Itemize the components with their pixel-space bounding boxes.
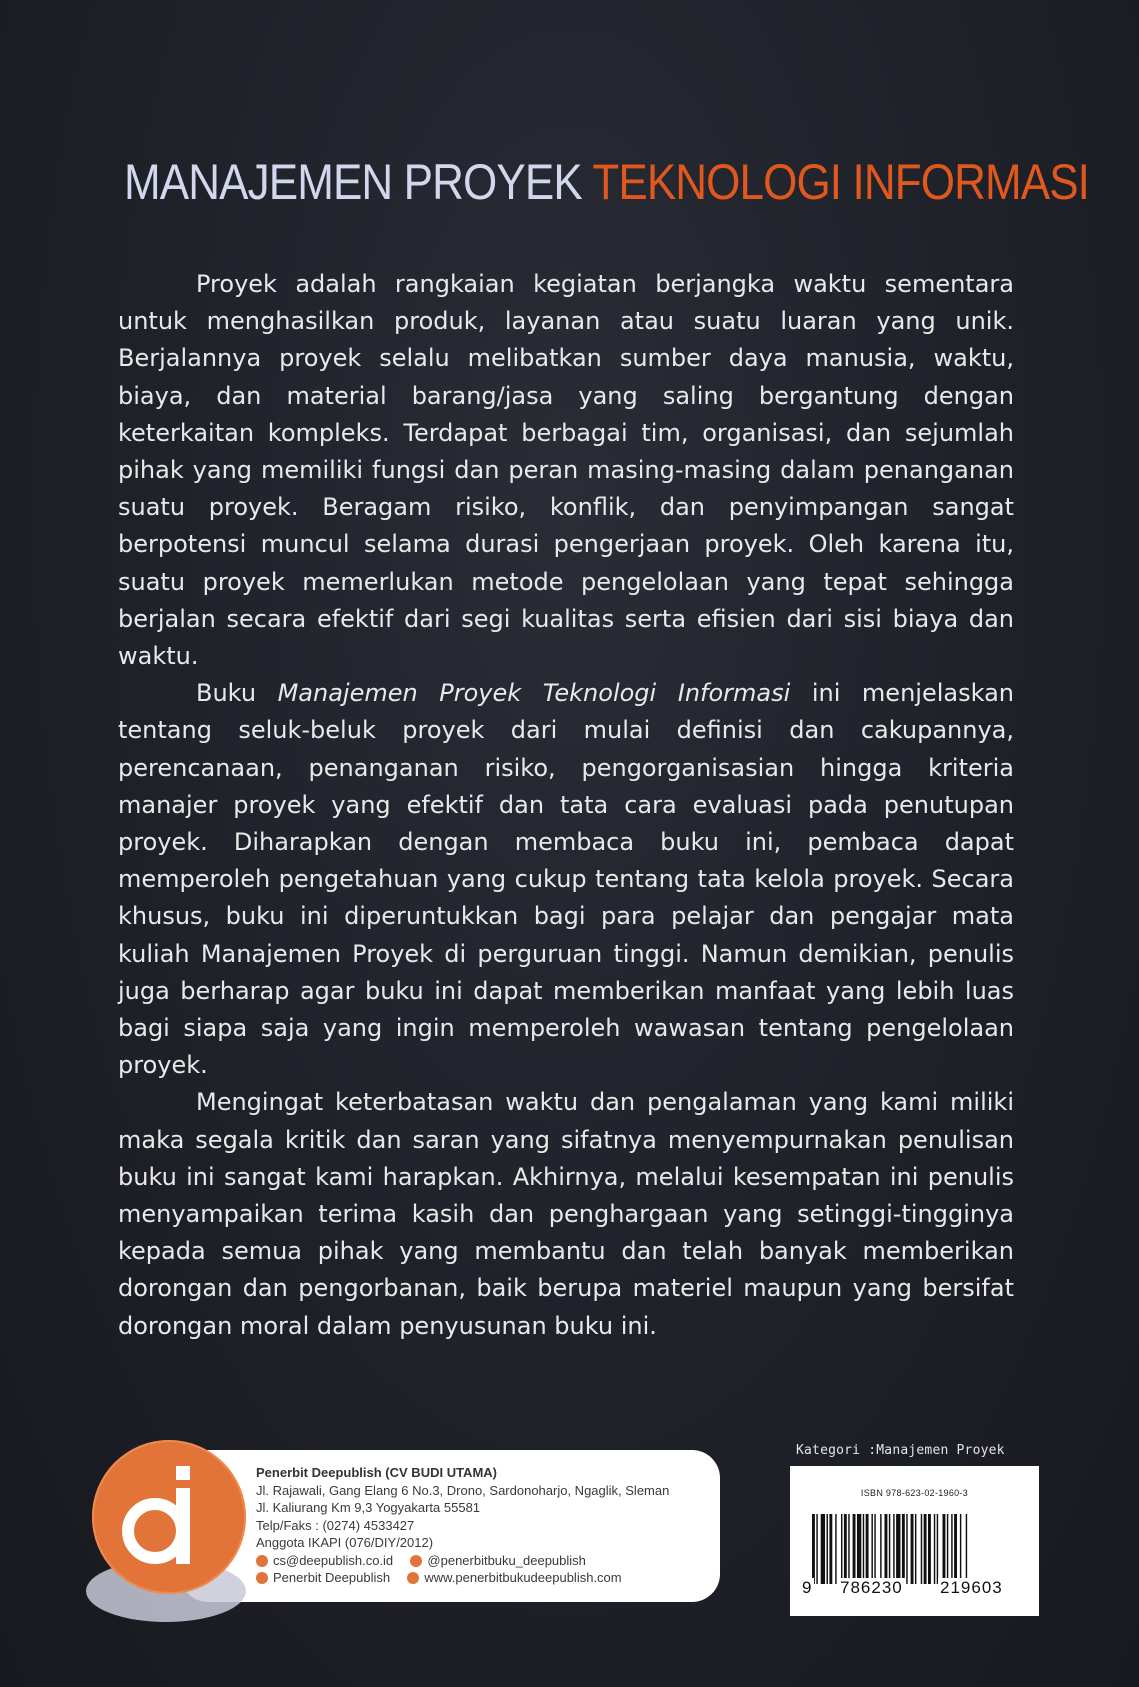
barcode-bars xyxy=(812,1514,1018,1584)
publisher-instagram: @penerbitbuku_deepublish xyxy=(427,1552,586,1568)
barcode-digit-first: 9 xyxy=(802,1578,813,1597)
publisher-membership: Anggota IKAPI (076/DIY/2012) xyxy=(256,1535,434,1550)
barcode-digits-group-1: 786230 xyxy=(840,1578,903,1597)
publisher-address-1: Jl. Rajawali, Gang Elang 6 No.3, Drono, Sardonoharjo, Ngaglik, Sleman xyxy=(256,1482,670,1498)
paragraph-3: Mengingat keterbatasan waktu dan pengalaman yang kami miliki maka segala kritik dan saran yang sifatnya menyempurnakan penulisan buku ini sangat kami harapkan. Akhirnya, melalui kesempatan ini penulis menyampaikan terima kasih dan penghargaan yang setinggi-tingginya kepada semua pihak yang membantu dan telah banyak memberikan dorongan dan pengorbanan, baik berupa materiel maupun yang bersifat dorongan moral dalam penyusunan buku ini. xyxy=(118,1088,1014,1340)
publisher-website: www.penerbitbukudeepublish.com xyxy=(424,1570,622,1585)
paragraph-2-rest: ini menjelaskan tentang seluk-beluk proyek dari mulai definisi dan cakupannya, perencanaan, penanganan risiko, pengorganisasian hingga kriteria manajer proyek yang efektif dan tata cara evaluasi pada penutupan proyek. Diharapkan dengan membaca buku ini, pembaca dapat memperoleh pengetahuan yang cukup tentang tata kelola proyek. Secara khusus, buku ini diperuntukkan bagi para pelajar dan pengajar mata kuliah Manajemen Proyek di perguruan tinggi. Namun demikian, penulis juga berharap agar buku ini dapat memberikan manfaat yang lebih luas bagi siapa saja yang ingin memperoleh wawasan tentang pengelolaan proyek. xyxy=(118,679,1014,1080)
publisher-facebook: Penerbit Deepublish xyxy=(273,1570,391,1585)
category-label: Kategori :Manajemen Proyek xyxy=(796,1443,1005,1458)
paragraph-1: Proyek adalah rangkaian kegiatan berjangka waktu sementara untuk menghasilkan produk, layanan atau suatu luaran yang unik. Berjalannya proyek selalu melibatkan sumber daya manusia, waktu, biaya, dan material barang/jasa yang saling bergantung dengan keterkaitan kompleks. Terdapat berbagai tim, organisasi, dan sejumlah pihak yang memiliki fungsi dan peran masing-masing dalam penanganan suatu proyek. Beragam risiko, konflik, dan penyimpangan sangat berpotensi muncul selama durasi pengerjaan proyek. Oleh karena itu, suatu proyek memerlukan metode pengelolaan yang tepat sehingga berjalan secara efektif dari segi kualitas serta efisien dari sisi biaya dan waktu. xyxy=(118,270,1014,671)
blurb-text xyxy=(118,266,1014,1345)
paragraph-2-start: Buku xyxy=(196,679,278,708)
title-part-1: MANAJEMEN PROYEK xyxy=(124,154,582,210)
isbn-barcode xyxy=(790,1466,1039,1616)
publisher-name: Penerbit Deepublish (CV BUDI UTAMA) xyxy=(256,1465,497,1480)
paragraph-2 xyxy=(118,675,1014,1084)
publisher-email: cs@deepublish.co.id xyxy=(273,1552,394,1568)
title-part-2: TEKNOLOGI INFORMASI xyxy=(592,154,1090,210)
deepublish-logo-icon xyxy=(92,1440,246,1594)
instagram-icon xyxy=(410,1555,422,1567)
publisher-info-box xyxy=(180,1450,720,1602)
email-icon xyxy=(256,1555,268,1567)
publisher-address-2: Jl. Kaliurang Km 9,3 Yogyakarta 55581 xyxy=(256,1500,481,1515)
paragraph-2-book-title: Manajemen Proyek Teknologi Informasi xyxy=(277,679,791,708)
publisher-phone: Telp/Faks : (0274) 4533427 xyxy=(256,1517,415,1533)
web-icon xyxy=(407,1572,419,1584)
facebook-icon xyxy=(256,1572,268,1584)
book-title xyxy=(124,152,1090,212)
barcode-digits-group-2: 219603 xyxy=(940,1578,1003,1597)
isbn-text: ISBN 978-623-02-1960-3 xyxy=(860,1488,969,1498)
